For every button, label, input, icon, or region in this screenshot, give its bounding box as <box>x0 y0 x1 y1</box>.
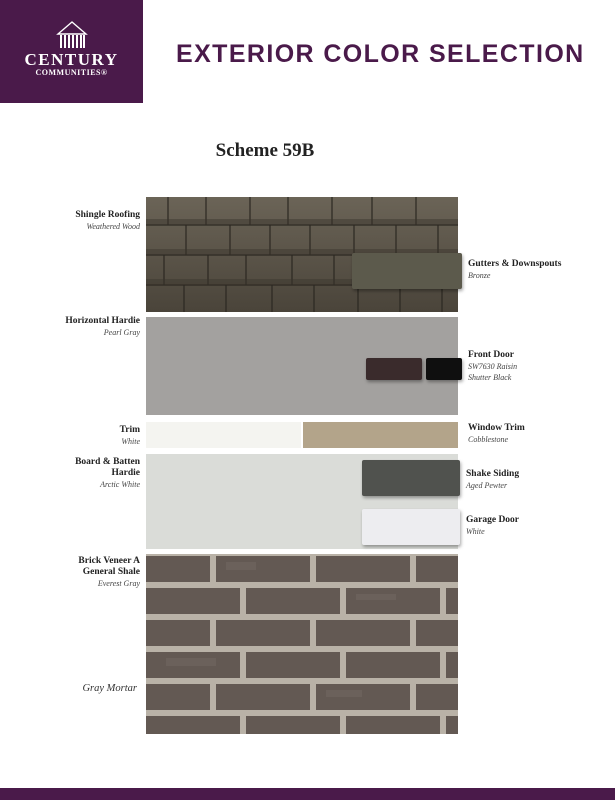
gutters-chip <box>352 253 462 289</box>
building-columns-icon <box>52 20 92 50</box>
label-shake-siding: Shake Siding Aged Pewter <box>466 469 520 490</box>
label-board-batten: Board & Batten Hardie Arctic White <box>75 457 140 489</box>
shake-siding-chip <box>362 460 460 496</box>
brand-subname: COMMUNITIES® <box>35 68 108 77</box>
shutter-chip <box>426 358 462 380</box>
label-garage-door: Garage Door White <box>466 515 520 536</box>
brand-logo <box>0 0 143 103</box>
label-window-trim: Window Trim Cobblestone <box>468 423 525 444</box>
label-trim: Trim White <box>119 425 140 446</box>
label-shingle-roofing: Shingle Roofing Weathered Wood <box>75 210 140 231</box>
footer-bar <box>0 788 615 800</box>
trim-swatch <box>146 422 301 448</box>
front-door-chip <box>366 358 422 380</box>
window-trim-swatch <box>303 422 458 448</box>
label-horizontal-hardie: Horizontal Hardie Pearl Gray <box>65 316 140 337</box>
garage-door-chip <box>362 509 460 545</box>
label-mortar: Gray Mortar <box>82 683 137 694</box>
page-title: EXTERIOR COLOR SELECTION <box>176 40 585 68</box>
label-brick-veneer: Brick Veneer A General Shale Everest Gray <box>78 556 140 588</box>
label-front-door: Front Door SW7630 Raisin Shutter Black <box>468 350 518 382</box>
brand-name: CENTURY <box>24 50 119 69</box>
brick-veneer-swatch <box>146 554 458 734</box>
scheme-title: Scheme 59B <box>215 140 315 161</box>
label-gutters: Gutters & Downspouts Bronze <box>468 259 562 280</box>
